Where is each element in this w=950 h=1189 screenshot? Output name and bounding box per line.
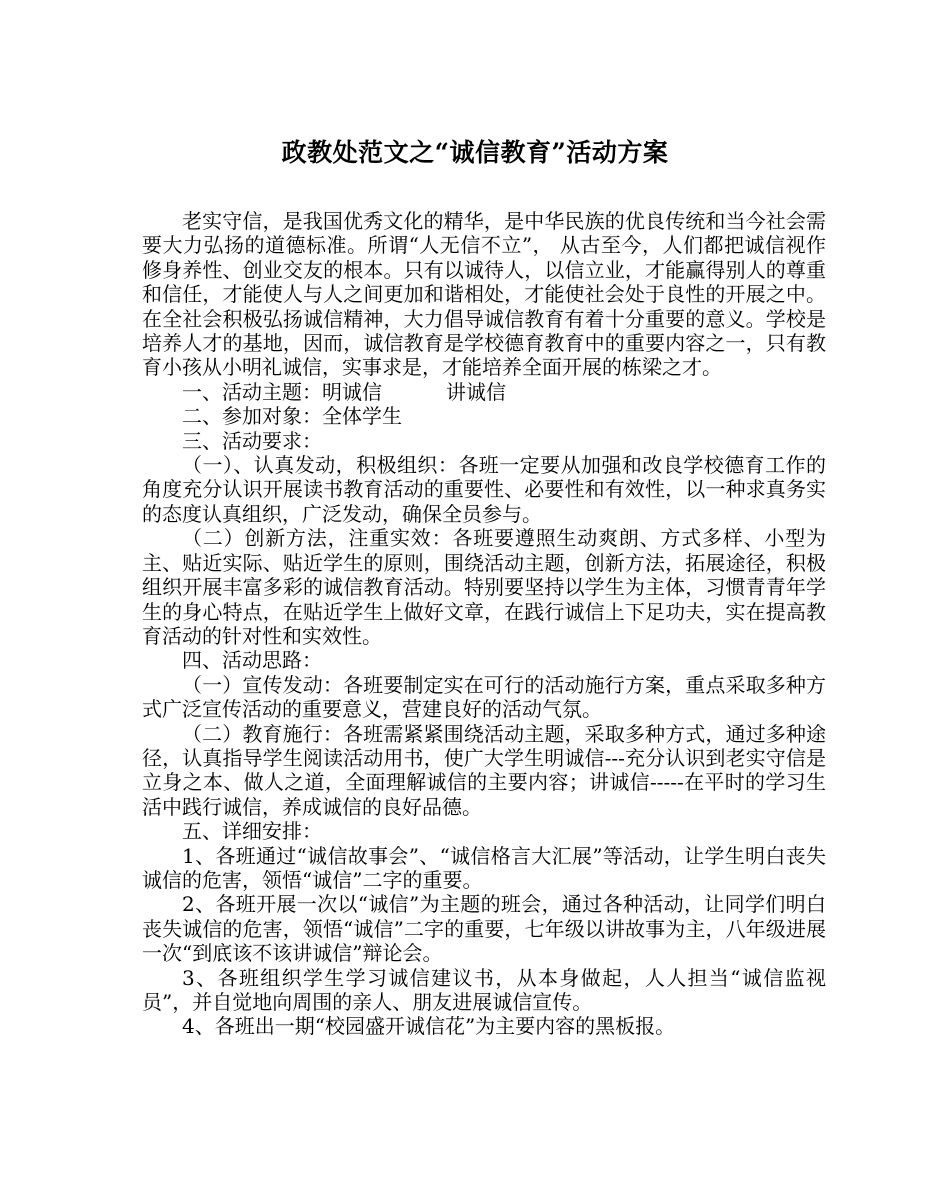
ideas-heading: 四、活动思路： <box>182 648 322 673</box>
requirements-heading: 三、活动要求： <box>182 428 322 453</box>
theme-second: 讲诚信 <box>446 379 506 404</box>
theme-label: 一、活动主题：明诚信 <box>182 379 382 404</box>
arrangement-4: 4、各班出一期“校园盛开诚信花”为主要内容的黑板报。 <box>182 1014 676 1039</box>
idea-2: （二）教育施行：各班需紧紧围绕活动主题，采取多种方式，通过多种途径，认真指导学生阅读活动用书，使广大学生明诚信---充分认识到老实守信是立身之本、做人之道，全面理解诚信的主要内容；讲诚信-----在平时的学习生活中践行诚信，养成诚信的良好品德。 <box>142 721 826 819</box>
arrangement-heading: 五、详细安排： <box>182 819 322 844</box>
document-title: 政教处范文之“诚信教育”活动方案 <box>281 138 669 167</box>
participants: 二、参加对象：全体学生 <box>182 404 402 429</box>
idea-1: （一）宣传发动：各班要制定实在可行的活动施行方案，重点采取多种方式广泛宣传活动的重要意义，营建良好的活动气氛。 <box>142 672 826 722</box>
requirement-1: （一）、认真发动，积极组织：各班一定要从加强和改良学校德育工作的角度充分认识开展读书教育活动的重要性、必要性和有效性，以一种求真务实的态度认真组织，广泛发动，确保全员参与。 <box>142 453 826 526</box>
activity-theme <box>142 380 826 404</box>
arrangement-2: 2、各班开展一次以“诚信”为主题的班会，通过各种活动，让同学们明白丧失诚信的危害，领悟“诚信”二字的重要，七年级以讲故事为主，八年级进展一次“到底该不该讲诚信”辩论会。 <box>142 892 826 966</box>
intro-paragraph: 老实守信，是我国优秀文化的精华，是中华民族的优良传统和当今社会需要大力弘扬的道德标准。所谓“人无信不立”， 从古至今，人们都把诚信视作修身养性、创业交友的根本。只有以诚待人，以信立业，才能赢得别人的尊重和信任，才能使人与人之间更加和谐相处，才能使社会处于良性的开展之中。在全社会积极弘扬诚信精神，大力倡导诚信教育有着十分重要的意义。学校是培养人才的基地，因而，诚信教育是学校德育教育中的重要内容之一，只有教育小孩从小明礼诚信，实事求是，才能培养全面开展的栋梁之才。 <box>142 209 826 380</box>
requirement-2: （二）创新方法，注重实效：各班要遵照生动爽朗、方式多样、小型为主、贴近实际、贴近学生的原则，围绕活动主题，创新方法，拓展途径，积极组织开展丰富多彩的诚信教育活动。特别要坚持以学生为主体，习惯青青年学生的身心特点，在贴近学生上做好文章，在践行诚信上下足功夫，实在提高教育活动的针对性和实效性。 <box>142 526 826 648</box>
document-body <box>142 209 826 1039</box>
arrangement-1: 1、各班通过“诚信故事会”、“诚信格言大汇展”等活动，让学生明白丧失诚信的危害，领悟“诚信”二字的重要。 <box>142 843 826 892</box>
arrangement-3: 3、各班组织学生学习诚信建议书，从本身做起，人人担当“诚信监视员”，并自觉地向周围的亲人、朋友进展诚信宣传。 <box>142 965 826 1014</box>
